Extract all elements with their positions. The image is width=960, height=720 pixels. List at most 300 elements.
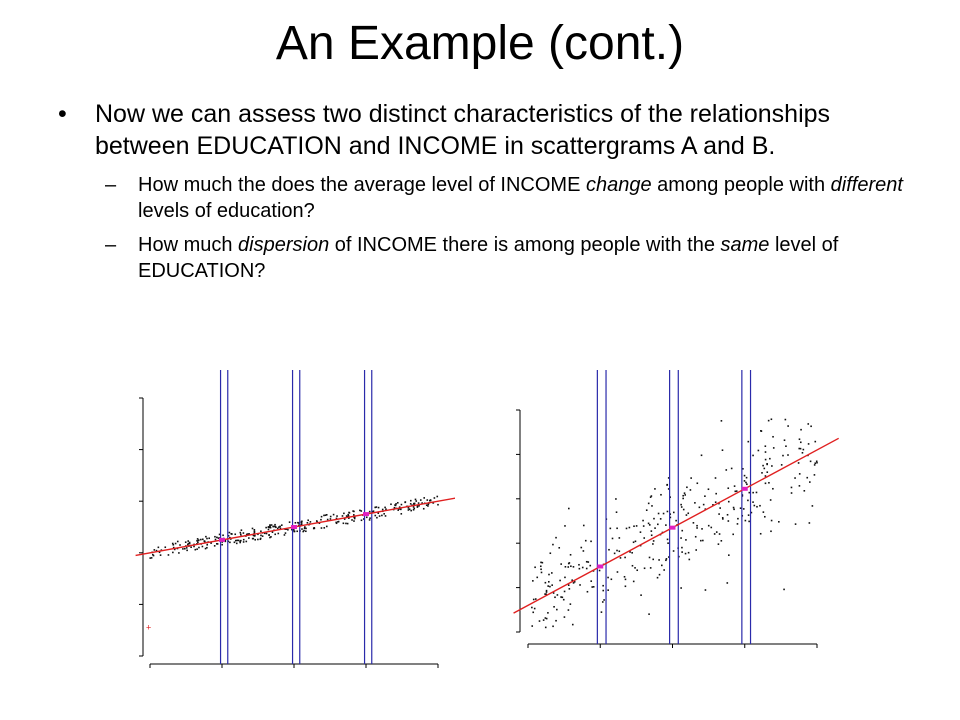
data-point (545, 582, 547, 584)
sub1-text-c: among people with (651, 174, 831, 196)
data-point (580, 547, 582, 549)
data-point (568, 584, 570, 586)
data-point (205, 548, 207, 550)
data-point (683, 509, 685, 511)
scattergram-b-svg (476, 366, 866, 700)
data-point (187, 540, 189, 542)
data-point (690, 489, 692, 491)
data-point (616, 511, 618, 513)
mean-marker (742, 487, 748, 491)
data-point (759, 505, 761, 507)
data-point (229, 542, 231, 544)
data-point (404, 502, 406, 504)
sub-bullet-dispersion (58, 232, 918, 284)
data-point (590, 541, 592, 543)
data-point (564, 577, 566, 579)
data-point (418, 502, 420, 504)
data-point (660, 518, 662, 520)
data-point (195, 549, 197, 551)
data-point (747, 441, 749, 443)
data-point (301, 528, 303, 530)
data-point (658, 559, 660, 561)
data-point (673, 550, 675, 552)
data-point (564, 525, 566, 527)
data-point (772, 488, 774, 490)
data-point (746, 477, 748, 479)
data-point (682, 495, 684, 497)
data-point (728, 554, 730, 556)
data-point (551, 584, 553, 586)
data-point (746, 483, 748, 485)
data-point (260, 538, 262, 540)
data-point (321, 527, 323, 529)
data-point (654, 488, 656, 490)
data-point (696, 527, 698, 529)
data-point (202, 546, 204, 548)
data-point (617, 571, 619, 573)
data-point (234, 541, 236, 543)
data-point (756, 506, 758, 508)
scattergram-a (110, 366, 455, 700)
data-point (764, 516, 766, 518)
data-point (718, 543, 720, 545)
data-point (737, 518, 739, 520)
data-point (718, 513, 720, 515)
data-point (547, 612, 549, 614)
data-point (787, 454, 789, 456)
data-point (352, 510, 354, 512)
data-point (243, 532, 245, 534)
data-point (814, 474, 816, 476)
data-point (649, 524, 651, 526)
sub1-text-e: levels of education? (138, 200, 315, 222)
data-point (644, 567, 646, 569)
data-point (685, 539, 687, 541)
data-point (410, 510, 412, 512)
data-point (550, 552, 552, 554)
data-point (684, 492, 686, 494)
data-point (619, 550, 621, 552)
data-point (378, 507, 380, 509)
data-point (708, 488, 710, 490)
data-point (301, 521, 303, 523)
data-point (558, 547, 560, 549)
data-point (268, 526, 270, 528)
data-point (160, 554, 162, 556)
data-point (625, 579, 627, 581)
data-point (543, 619, 545, 621)
data-point (636, 525, 638, 527)
data-point (667, 539, 669, 541)
data-point (430, 500, 432, 502)
data-point (284, 534, 286, 536)
data-point (269, 537, 271, 539)
data-point (366, 516, 368, 518)
data-point (761, 430, 763, 432)
data-point (715, 477, 717, 479)
data-point (565, 566, 567, 568)
data-point (719, 533, 721, 535)
data-point (744, 480, 746, 482)
data-point (168, 554, 170, 556)
data-point (573, 582, 575, 584)
data-point (657, 577, 659, 579)
data-point (680, 504, 682, 506)
data-point (348, 512, 350, 514)
data-point (327, 519, 329, 521)
data-point (214, 536, 216, 538)
data-point (401, 504, 403, 506)
data-point (305, 528, 307, 530)
data-point (361, 519, 363, 521)
data-point (410, 503, 412, 505)
data-point (643, 525, 645, 527)
data-point (781, 464, 783, 466)
data-point (603, 599, 605, 601)
data-point (229, 532, 231, 534)
data-point (423, 497, 425, 499)
data-point (666, 484, 668, 486)
data-point (556, 609, 558, 611)
data-point (239, 542, 241, 544)
data-point (766, 471, 768, 473)
data-point (206, 544, 208, 546)
data-point (761, 472, 763, 474)
data-point (696, 525, 698, 527)
data-point (616, 527, 618, 529)
data-point (615, 498, 617, 500)
data-point (555, 537, 557, 539)
data-point (175, 543, 177, 545)
data-point (601, 611, 603, 613)
data-point (557, 594, 559, 596)
data-point (653, 540, 655, 542)
data-point (354, 518, 356, 520)
data-point (310, 521, 312, 523)
data-point (333, 514, 335, 516)
data-point (765, 445, 767, 447)
data-point (353, 514, 355, 516)
data-point (728, 501, 730, 503)
data-point (768, 482, 770, 484)
data-point (531, 625, 533, 627)
data-point (663, 569, 665, 571)
data-point (151, 557, 153, 559)
data-point (599, 570, 601, 572)
data-point (437, 504, 439, 506)
data-point (559, 580, 561, 582)
data-point (616, 550, 618, 552)
data-point (254, 531, 256, 533)
mean-marker (670, 526, 676, 530)
data-point (642, 520, 644, 522)
data-point (323, 515, 325, 517)
data-point (748, 492, 750, 494)
data-point (287, 529, 289, 531)
data-point (260, 535, 262, 537)
data-point (773, 447, 775, 449)
data-point (296, 530, 298, 532)
data-point (172, 552, 174, 554)
data-point (539, 620, 541, 622)
data-point (568, 609, 570, 611)
data-point (673, 512, 675, 514)
data-point (273, 526, 275, 528)
data-point (632, 565, 634, 567)
data-point (650, 567, 652, 569)
data-point (800, 429, 802, 431)
data-point (390, 503, 392, 505)
data-point (765, 451, 767, 453)
data-point (695, 536, 697, 538)
data-point (681, 547, 683, 549)
data-point (158, 547, 160, 549)
data-point (278, 526, 280, 528)
sub2-text-e: level of EDUCATION? (138, 234, 839, 282)
data-point (748, 521, 750, 523)
data-point (222, 534, 224, 536)
data-point (307, 519, 309, 521)
data-point (633, 581, 635, 583)
data-point (570, 565, 572, 567)
data-point (728, 520, 730, 522)
data-point (667, 511, 669, 513)
data-point (369, 511, 371, 513)
data-point (654, 527, 656, 529)
data-point (722, 518, 724, 520)
data-point (149, 557, 151, 559)
data-point (200, 539, 202, 541)
data-point (607, 589, 609, 591)
data-point (633, 525, 635, 527)
data-point (206, 538, 208, 540)
data-point (265, 527, 267, 529)
data-point (687, 512, 689, 514)
data-point (196, 548, 198, 550)
data-point (325, 514, 327, 516)
data-point (202, 539, 204, 541)
data-point (587, 591, 589, 593)
data-point (374, 515, 376, 517)
data-point (426, 504, 428, 506)
bullet-dot-icon: • (58, 100, 67, 128)
data-point (800, 441, 802, 443)
data-point (771, 418, 773, 420)
data-point (721, 420, 723, 422)
data-point (680, 587, 682, 589)
data-point (791, 487, 793, 489)
data-point (585, 540, 587, 542)
data-point (408, 507, 410, 509)
data-point (549, 586, 551, 588)
data-point (560, 563, 562, 565)
sub2-text-b: dispersion (238, 234, 330, 256)
data-point (665, 524, 667, 526)
mean-marker (291, 525, 297, 529)
sub2-text-d: same (720, 234, 770, 256)
data-point (798, 462, 800, 464)
data-point (714, 533, 716, 535)
data-point (569, 562, 571, 564)
data-point (545, 617, 547, 619)
data-point (379, 515, 381, 517)
data-point (810, 461, 812, 463)
data-point (646, 509, 648, 511)
mean-marker (597, 565, 603, 569)
data-point (268, 534, 270, 536)
data-point (651, 495, 653, 497)
data-point (809, 522, 811, 524)
sub2-text-c: of INCOME there is among people with the (329, 234, 721, 256)
data-point (652, 559, 654, 561)
data-point (640, 594, 642, 596)
data-point (570, 554, 572, 556)
data-point (271, 524, 273, 526)
data-point (732, 534, 734, 536)
data-point (266, 533, 268, 535)
data-point (196, 540, 198, 542)
data-point (342, 515, 344, 517)
data-point (270, 527, 272, 529)
data-point (215, 539, 217, 541)
data-point (289, 521, 291, 523)
data-point (770, 530, 772, 532)
data-point (765, 483, 767, 485)
data-point (614, 553, 616, 555)
data-point (816, 462, 818, 464)
regression-line (514, 438, 839, 613)
data-point (684, 494, 686, 496)
dash-icon: – (105, 234, 117, 256)
data-point (343, 513, 345, 515)
data-point (198, 547, 200, 549)
data-point (420, 499, 422, 501)
data-point (665, 559, 667, 561)
data-point (736, 490, 738, 492)
data-point (563, 599, 565, 601)
data-point (688, 552, 690, 554)
data-point (685, 553, 687, 555)
data-point (666, 558, 668, 560)
data-point (785, 419, 787, 421)
data-point (540, 562, 542, 564)
data-point (321, 516, 323, 518)
data-point (302, 531, 304, 533)
data-point (701, 528, 703, 530)
data-point (659, 574, 661, 576)
data-point (245, 541, 247, 543)
data-point (413, 509, 415, 511)
data-point (799, 438, 801, 440)
data-point (314, 527, 316, 529)
data-point (752, 455, 754, 457)
data-point (667, 542, 669, 544)
data-point (553, 606, 555, 608)
data-point (323, 527, 325, 529)
data-point (198, 540, 200, 542)
data-point (241, 529, 243, 531)
data-point (369, 519, 371, 521)
data-point (715, 501, 717, 503)
data-point (351, 519, 353, 521)
data-point (531, 607, 533, 609)
data-point (579, 568, 581, 570)
data-point (701, 454, 703, 456)
scattergram-b (476, 366, 866, 700)
data-point (347, 523, 349, 525)
data-point (690, 477, 692, 479)
data-point (252, 528, 254, 530)
data-point (635, 541, 637, 543)
data-point (756, 492, 758, 494)
sub2-text-a: How much (138, 234, 239, 256)
data-point (285, 532, 287, 534)
data-point (710, 527, 712, 529)
data-point (702, 540, 704, 542)
slide-title: An Example (cont.) (275, 17, 685, 70)
data-point (722, 449, 724, 451)
data-point (693, 522, 695, 524)
data-point (681, 551, 683, 553)
data-point (415, 499, 417, 501)
data-point (326, 526, 328, 528)
data-point (243, 541, 245, 543)
data-point (763, 468, 765, 470)
data-point (697, 482, 699, 484)
data-point (320, 519, 322, 521)
data-point (186, 550, 188, 552)
data-point (548, 574, 550, 576)
outlier-marker: + (146, 622, 152, 633)
data-point (657, 524, 659, 526)
data-point (610, 528, 612, 530)
data-point (652, 543, 654, 545)
data-point (700, 540, 702, 542)
data-point (747, 500, 749, 502)
data-point (353, 520, 355, 522)
data-point (216, 537, 218, 539)
data-point (193, 546, 195, 548)
data-point (394, 504, 396, 506)
data-point (737, 523, 739, 525)
data-point (572, 624, 574, 626)
data-point (294, 531, 296, 533)
data-point (560, 596, 562, 598)
data-point (240, 540, 242, 542)
data-point (582, 567, 584, 569)
data-point (703, 504, 705, 506)
data-point (765, 475, 767, 477)
data-point (532, 580, 534, 582)
data-point (771, 465, 773, 467)
data-point (602, 585, 604, 587)
data-point (733, 507, 735, 509)
data-point (336, 522, 338, 524)
data-point (533, 599, 535, 601)
data-point (762, 465, 764, 467)
data-point (295, 522, 297, 524)
data-point (675, 520, 677, 522)
data-point (686, 514, 688, 516)
data-point (648, 503, 650, 505)
data-point (564, 591, 566, 593)
data-point (814, 464, 816, 466)
data-point (681, 530, 683, 532)
data-point (397, 502, 399, 504)
data-point (778, 521, 780, 523)
data-point (221, 544, 223, 546)
data-point (591, 586, 593, 588)
